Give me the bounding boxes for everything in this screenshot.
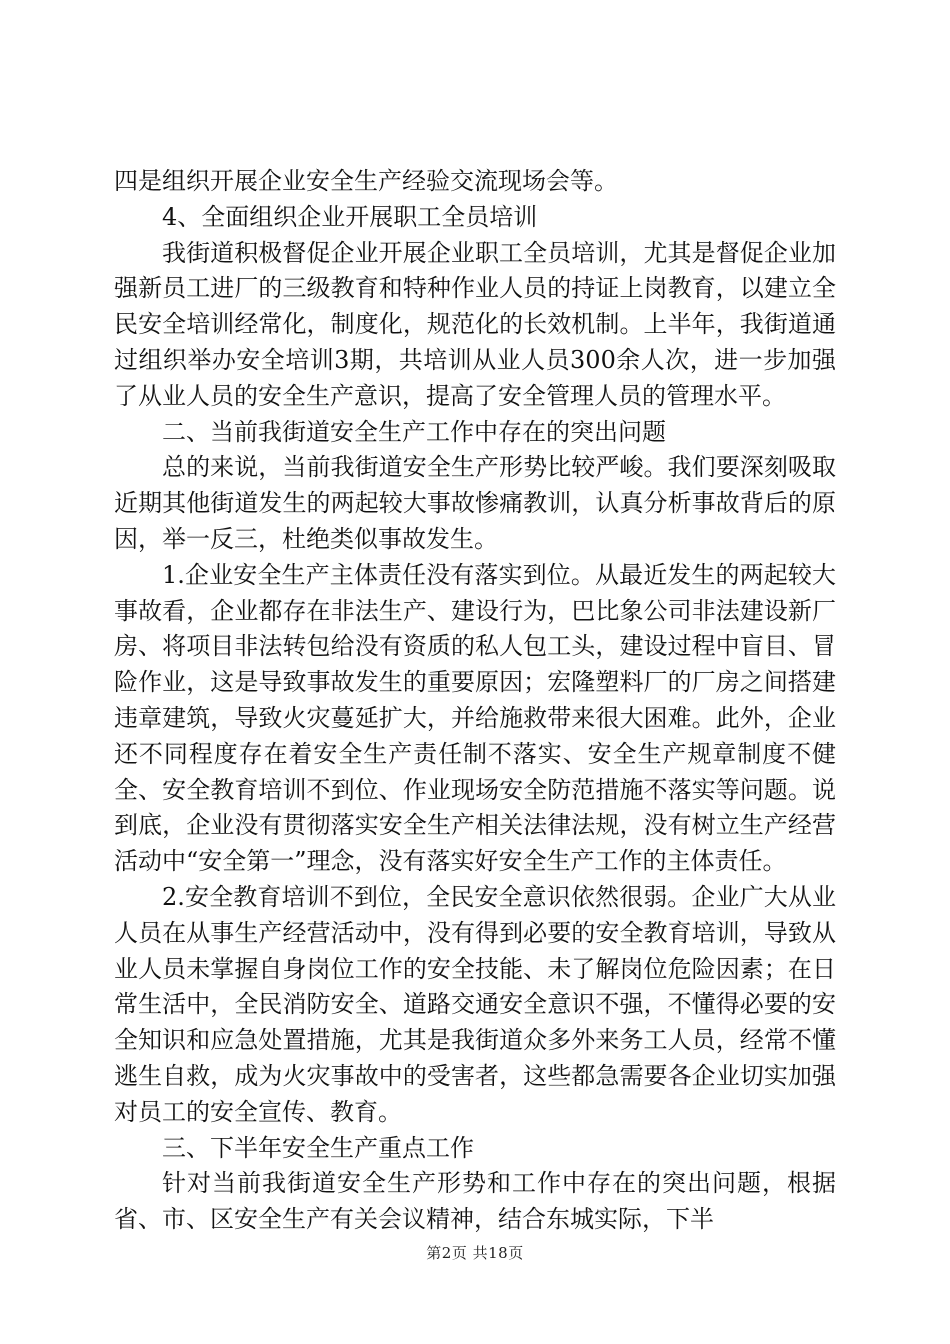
section-heading-training: 4、全面组织企业开展职工全员培训: [162, 202, 538, 231]
page-number-label: 第2页 共18页: [426, 1244, 524, 1262]
paragraph-training: 我街道积极督促企业开展企业职工全员培训，尤其是督促企业加强新员工进厂的三级教育和特种作业人员的持证上岗教育，以建立全民安全培训经常化，制度化，规范化的长效机制。上半年，我街道通过组织举办安全培训3期，共培训从业人员300余人次，进一步加强了从业人员的安全生产意识，提高了安全管理人员的管理水平。: [114, 238, 836, 410]
paragraph-continuation: 四是组织开展企业安全生产经验交流现场会等。: [114, 167, 618, 195]
section-heading-problems: 二、当前我街道安全生产工作中存在的突出问题: [162, 417, 666, 446]
paragraph-problem-1: 1.企业安全生产主体责任没有落实到位。从最近发生的两起较大事故看，企业都存在非法生产、建设行为，巴比象公司非法建设新厂房、将项目非法转包给没有资质的私人包工头，建设过程中盲目、冒险作业，这是导致事故发生的重要原因；宏隆塑料厂的厂房之间搭建违章建筑，导致火灾蔓延扩大，并给施救带来很大困难。此外，企业还不同程度存在着安全生产责任制不落实、安全生产规章制度不健全、安全教育培训不到位、作业现场安全防范措施不落实等问题。说到底，企业没有贯彻落实安全生产相关法律法规，没有树立生产经营活动中“安全第一”理念，没有落实好安全生产工作的主体责任。: [114, 560, 836, 876]
paragraph-problem-2: 2.安全教育培训不到位，全民安全意识依然很弱。企业广大从业人员在从事生产经营活动中，没有得到必要的安全教育培训，导致从业人员未掌握自身岗位工作的安全技能、未了解岗位危险因素；在日常生活中，全民消防安全、道路交通安全意识不强，不懂得必要的安全知识和应急处置措施，尤其是我街道众多外来务工人员，经常不懂逃生自救，成为火灾事故中的受害者，这些都急需要各企业切实加强对员工的安全宣传、教育。: [114, 882, 836, 1126]
document-body: [114, 164, 836, 1238]
page-footer: [0, 1242, 950, 1263]
paragraph-overview: 总的来说，当前我街道安全生产形势比较严峻。我们要深刻吸取近期其他街道发生的两起较大事故惨痛教训，认真分析事故背后的原因，举一反三，杜绝类似事故发生。: [114, 453, 836, 553]
section-heading-next-half: 三、下半年安全生产重点工作: [162, 1133, 474, 1162]
paragraph-next-half: 针对当前我街道安全生产形势和工作中存在的突出问题，根据省、市、区安全生产有关会议精神，结合东城实际，下半: [114, 1169, 836, 1234]
